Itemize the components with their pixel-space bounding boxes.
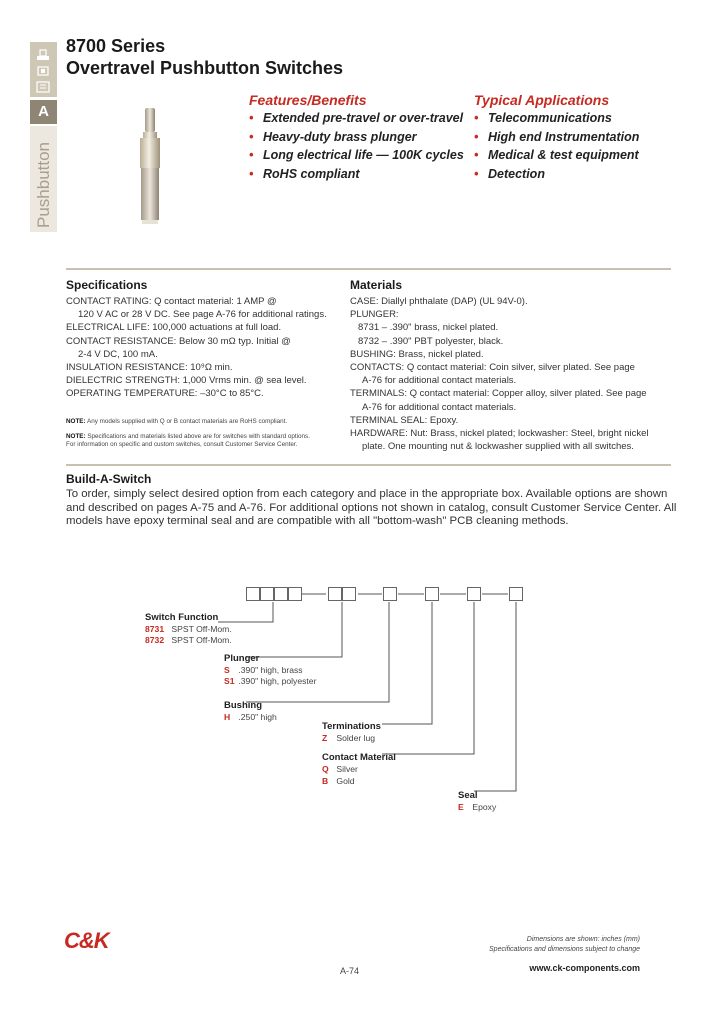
spec-line: CONTACT RATING: Q contact material: 1 AMP @: [66, 296, 277, 307]
list-item: • Long electrical life — 100K cycles: [249, 146, 464, 165]
option-group-label: Switch Function: [145, 612, 219, 623]
option-group-label: Seal: [458, 790, 478, 801]
material-line: HARDWARE: Nut: Brass, nickel plated; lockwasher: Steel, bright nickel: [350, 428, 649, 440]
material-line: plate. One mounting nut & lockwasher supplied with all switches.: [362, 441, 634, 453]
applications-heading: Typical Applications: [474, 92, 610, 108]
material-line: BUSHING: Brass, nickel plated.: [350, 348, 484, 360]
specs-note: NOTE: Specifications and materials listed above are for switches with standard options. For information on specific and custom switches, consult Customer Service Center.: [66, 433, 310, 448]
material-line: CASE: Diallyl phthalate (DAP) (UL 94V-0).: [350, 296, 528, 307]
option-group-label: Bushing: [224, 700, 262, 711]
list-item: • High end Instrumentation: [474, 128, 639, 147]
material-line: TERMINAL SEAL: Epoxy.: [350, 414, 459, 426]
option-item: Q Silver: [322, 764, 358, 774]
page-number: A-74: [340, 966, 360, 976]
dimensions-note: Dimensions are shown: inches (mm): [526, 936, 640, 943]
material-line: A-76 for additional contact materials.: [362, 401, 517, 413]
part-box-terminations[interactable]: [425, 587, 439, 601]
list-item: • Heavy-duty brass plunger: [249, 128, 464, 147]
material-line: A-76 for additional contact materials.: [362, 375, 517, 387]
material-line: 8731 – .390" brass, nickel plated.: [358, 322, 499, 334]
material-line: 8732 – .390" PBT polyester, black.: [358, 335, 504, 347]
spec-line: ELECTRICAL LIFE: 100,000 actuations at full load.: [66, 322, 282, 334]
spec-line: OPERATING TEMPERATURE: –30°C to 85°C.: [66, 388, 264, 400]
option-item: H .250" high: [224, 712, 277, 722]
part-box-seal[interactable]: [509, 587, 523, 601]
material-line: PLUNGER:: [350, 309, 399, 321]
part-box-bushing[interactable]: [383, 587, 397, 601]
list-item: • Detection: [474, 165, 639, 184]
option-item: S .390" high, brass: [224, 665, 303, 675]
option-item: 8732 SPST Off-Mom.: [145, 635, 232, 645]
option-item: S1 .390" high, polyester: [224, 676, 317, 686]
section-vertical-label: Pushbutton: [34, 141, 53, 228]
part-box-plunger-1[interactable]: [328, 587, 342, 601]
spec-line: 120 V AC or 28 V DC. See page A-76 for additional ratings.: [78, 309, 327, 321]
features-heading: Features/Benefits: [249, 92, 367, 108]
option-item: Z Solder lug: [322, 733, 376, 743]
spec-line: 2-4 V DC, 100 mA.: [78, 348, 158, 360]
page-title-series: 8700 Series: [66, 36, 166, 56]
materials-heading: Materials: [350, 278, 403, 292]
list-item: • Telecommunications: [474, 109, 639, 128]
build-intro: To order, simply select desired option from each category and place in the appropriate box. Available options are shown and described on pages A-75 and A-76. For additional options not shown in catalog, consult Customer Service Center. All models have epoxy terminal seal and are compatible with all "bottom-wash" PCB cleaning methods.: [66, 488, 677, 527]
brand-logo: C&K: [64, 928, 109, 953]
material-line: CONTACTS: Q contact material: Coin silver, silver plated. See page: [350, 362, 635, 374]
option-group-label: Contact Material: [322, 752, 396, 763]
option-item: B Gold: [322, 776, 355, 786]
option-group-label: Plunger: [224, 653, 260, 664]
section-tab-letter: A: [30, 100, 57, 124]
spec-line: INSULATION RESISTANCE: 10⁹Ω min.: [66, 362, 233, 374]
change-note: Specifications and dimensions subject to change: [489, 946, 640, 953]
part-box-function-1[interactable]: [246, 587, 260, 601]
spec-line: CONTACT RESISTANCE: Below 30 mΩ typ. Initial @: [66, 335, 291, 347]
list-item: • Extended pre-travel or over-travel: [249, 109, 464, 128]
list-item: • Medical & test equipment: [474, 146, 639, 165]
part-box-contact[interactable]: [467, 587, 481, 601]
specifications-heading: Specifications: [66, 278, 148, 292]
part-box-function-4[interactable]: [288, 587, 302, 601]
page-title: Overtravel Pushbutton Switches: [66, 58, 344, 78]
rohs-note: NOTE: Any models supplied with Q or B contact materials are RoHS compliant.: [66, 418, 288, 425]
part-box-function-2[interactable]: [260, 587, 274, 601]
spec-line: DIELECTRIC STRENGTH: 1,000 Vrms min. @ sea level.: [66, 375, 307, 387]
part-box-plunger-2[interactable]: [342, 587, 356, 601]
material-line: TERMINALS: Q contact material: Copper alloy, silver plated. See page: [350, 388, 647, 400]
option-group-label: Terminations: [322, 721, 381, 732]
build-heading: Build-A-Switch: [66, 472, 152, 486]
part-box-function-3[interactable]: [274, 587, 288, 601]
option-item: 8731 SPST Off-Mom.: [145, 624, 232, 634]
list-item: • RoHS compliant: [249, 165, 464, 184]
option-item: E Epoxy: [458, 802, 497, 812]
website-link[interactable]: www.ck-components.com: [529, 963, 640, 973]
